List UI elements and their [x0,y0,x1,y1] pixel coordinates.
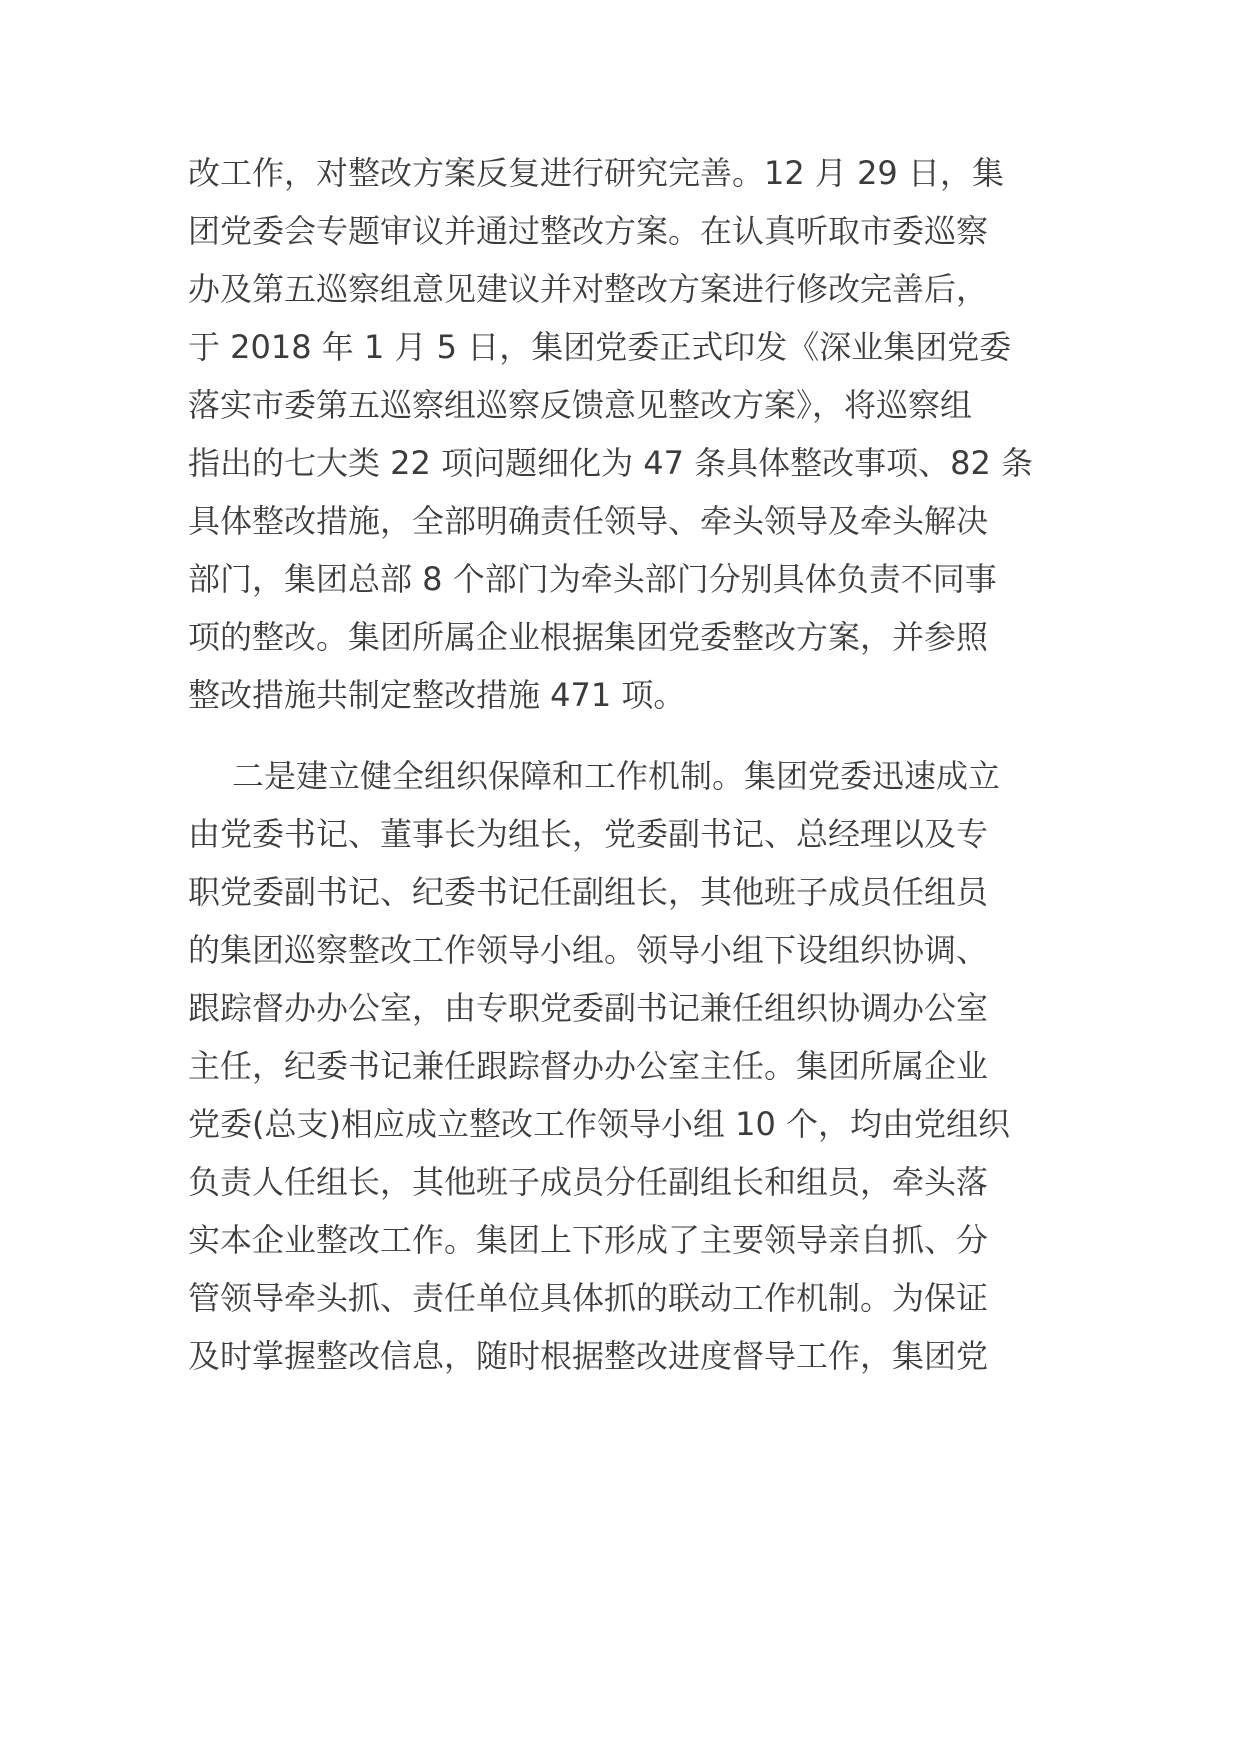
text-line: 团党委会专题审议并通过整改方案。在认真听取市委巡察 [188,212,989,250]
text-line: 于 2018 年 1 月 5 日，集团党委正式印发《深业集团党委 [188,328,1012,366]
text-line: 办及第五巡察组意见建议并对整改方案进行修改完善后， [188,270,989,308]
text-line: 改工作，对整改方案反复进行研究完善。12 月 29 日，集 [188,154,1004,192]
text-line: 落实市委第五巡察组巡察反馈意见整改方案》，将巡察组 [188,386,973,424]
text-line: 跟踪督办办公室，由专职党委副书记兼任组织协调办公室 [188,989,989,1027]
text-line: 党委(总支)相应成立整改工作领导小组 10 个，均由党组织 [188,1105,1011,1143]
text-line: 部门，集团总部 8 个部门为牵头部门分别具体负责不同事 [188,560,997,598]
text-line: 指出的七大类 22 项问题细化为 47 条具体整改事项、82 条 [188,444,1034,482]
text-line: 项的整改。集团所属企业根据集团党委整改方案，并参照 [188,618,989,656]
text-line: 的集团巡察整改工作领导小组。领导小组下设组织协调、 [188,931,989,969]
text-line: 由党委书记、董事长为组长，党委副书记、总经理以及专 [188,815,989,853]
text-line: 二是建立健全组织保障和工作机制。集团党委迅速成立 [232,757,1001,795]
text-line: 具体整改措施，全部明确责任领导、牵头领导及牵头解决 [188,502,989,540]
text-line: 负责人任组长，其他班子成员分任副组长和组员，牵头落 [188,1163,989,1201]
text-line: 管领导牵头抓、责任单位具体抓的联动工作机制。为保证 [188,1279,989,1317]
text-line: 职党委副书记、纪委书记任副组长，其他班子成员任组员 [188,873,989,911]
text-line: 及时掌握整改信息，随时根据整改进度督导工作，集团党 [188,1337,989,1375]
text-line: 主任，纪委书记兼任跟踪督办办公室主任。集团所属企业 [188,1047,989,1085]
text-line: 整改措施共制定整改措施 471 项。 [188,676,686,714]
text-line: 实本企业整改工作。集团上下形成了主要领导亲自抓、分 [188,1221,989,1259]
